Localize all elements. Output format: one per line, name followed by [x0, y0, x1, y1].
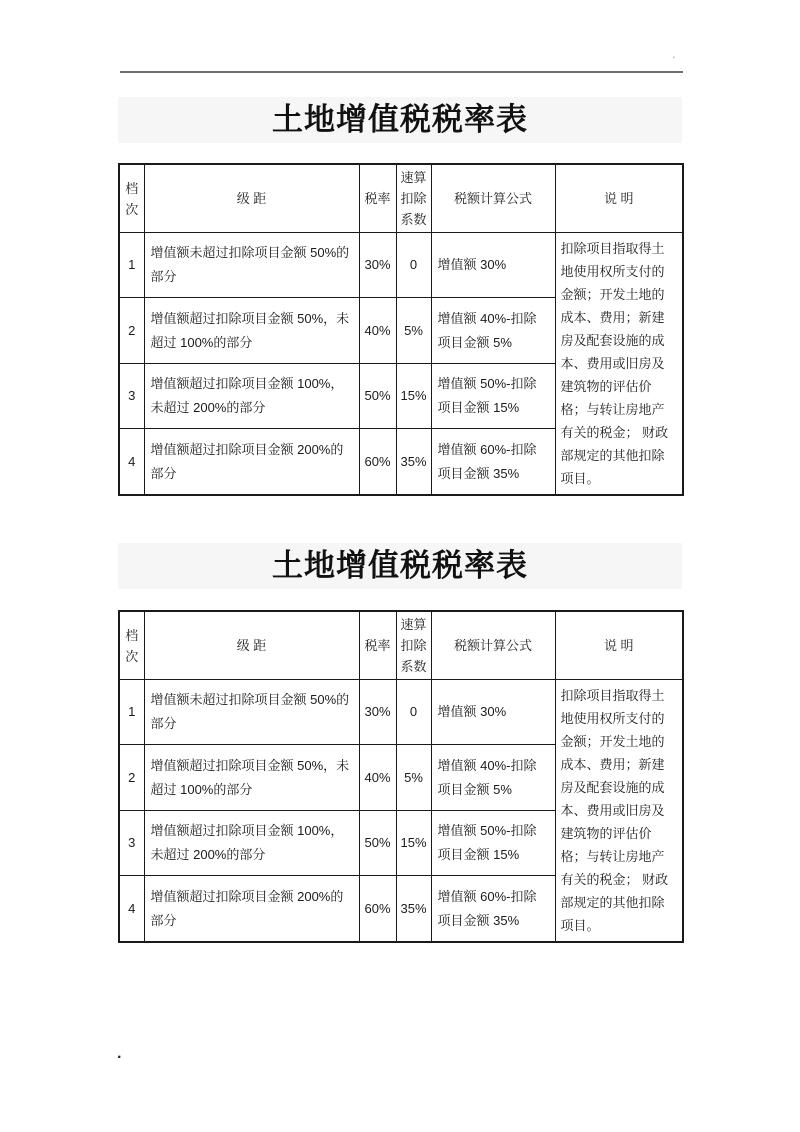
document-title: 土地增值税税率表	[118, 543, 682, 589]
cell-rate: 60%	[359, 429, 396, 495]
cell-bracket: 增值额超过扣除项目金额 200%的部分	[144, 429, 359, 495]
cell-notes: 扣除项目指取得土地使用权所支付的金额；开发土地的成本、费用；新建房及配套设施的成本、费用或旧房及建筑物的评估价格；与转让房地产有关的税金； 财政部规定的其他扣除项目。	[555, 680, 683, 943]
cell-deduction: 15%	[396, 810, 431, 875]
cell-notes: 扣除项目指取得土地使用权所支付的金额；开发土地的成本、费用；新建房及配套设施的成本、费用或旧房及建筑物的评估价格；与转让房地产有关的税金； 财政部规定的其他扣除项目。	[555, 233, 683, 496]
cell-deduction: 0	[396, 680, 431, 745]
cell-grade: 2	[119, 745, 144, 810]
cell-deduction: 15%	[396, 363, 431, 428]
cell-formula: 增值额 30%	[431, 680, 555, 745]
cell-rate: 60%	[359, 876, 396, 942]
cell-deduction: 35%	[396, 876, 431, 942]
cell-formula: 增值额 60%-扣除项目金额 35%	[431, 876, 555, 942]
header-notes: 说 明	[555, 164, 683, 233]
table-row	[119, 233, 683, 298]
cell-bracket: 增值额超过扣除项目金额 200%的部分	[144, 876, 359, 942]
cell-rate: 50%	[359, 810, 396, 875]
cell-grade: 1	[119, 233, 144, 298]
cell-grade: 4	[119, 429, 144, 495]
cell-formula: 增值额 40%-扣除项目金额 5%	[431, 745, 555, 810]
header-rate: 税率	[359, 164, 396, 233]
cell-bracket: 增值额未超过扣除项目金额 50%的部分	[144, 233, 359, 298]
header-bracket: 级 距	[144, 164, 359, 233]
cell-rate: 30%	[359, 233, 396, 298]
cell-grade: 3	[119, 810, 144, 875]
cell-formula: 增值额 30%	[431, 233, 555, 298]
cell-rate: 30%	[359, 680, 396, 745]
header-rule	[120, 71, 683, 73]
header-quick-deduction: 速算扣除系数	[396, 611, 431, 680]
cell-grade: 3	[119, 363, 144, 428]
cell-grade: 4	[119, 876, 144, 942]
cell-formula: 增值额 50%-扣除项目金额 15%	[431, 810, 555, 875]
cell-formula: 增值额 60%-扣除项目金额 35%	[431, 429, 555, 495]
table-header-row	[119, 611, 683, 680]
period-mark-bottom-left: .	[117, 1045, 122, 1062]
cell-formula: 增值额 50%-扣除项目金额 15%	[431, 363, 555, 428]
cell-rate: 40%	[359, 298, 396, 363]
header-grade: 档次	[119, 164, 144, 233]
cell-bracket: 增值额超过扣除项目金额 50%，未超过 100%的部分	[144, 745, 359, 810]
cell-rate: 40%	[359, 745, 396, 810]
cell-deduction: 35%	[396, 429, 431, 495]
header-quick-deduction: 速算扣除系数	[396, 164, 431, 233]
header-bracket: 级 距	[144, 611, 359, 680]
cell-bracket: 增值额超过扣除项目金额 100%，未超过 200%的部分	[144, 363, 359, 428]
cell-deduction: 0	[396, 233, 431, 298]
header-formula: 税额计算公式	[431, 164, 555, 233]
header-rate: 税率	[359, 611, 396, 680]
table-header-row	[119, 164, 683, 233]
cell-deduction: 5%	[396, 745, 431, 810]
cell-deduction: 5%	[396, 298, 431, 363]
cell-bracket: 增值额未超过扣除项目金额 50%的部分	[144, 680, 359, 745]
header-notes: 说 明	[555, 611, 683, 680]
document-title: 土地增值税税率表	[118, 97, 682, 143]
cell-rate: 50%	[359, 363, 396, 428]
header-grade: 档次	[119, 611, 144, 680]
cell-grade: 2	[119, 298, 144, 363]
tax-rate-table	[118, 163, 684, 496]
table-row	[119, 680, 683, 745]
cell-bracket: 增值额超过扣除项目金额 50%，未超过 100%的部分	[144, 298, 359, 363]
cell-formula: 增值额 40%-扣除项目金额 5%	[431, 298, 555, 363]
tax-rate-table	[118, 610, 684, 943]
stray-mark-top-right: '	[673, 55, 675, 65]
cell-bracket: 增值额超过扣除项目金额 100%，未超过 200%的部分	[144, 810, 359, 875]
header-formula: 税额计算公式	[431, 611, 555, 680]
cell-grade: 1	[119, 680, 144, 745]
